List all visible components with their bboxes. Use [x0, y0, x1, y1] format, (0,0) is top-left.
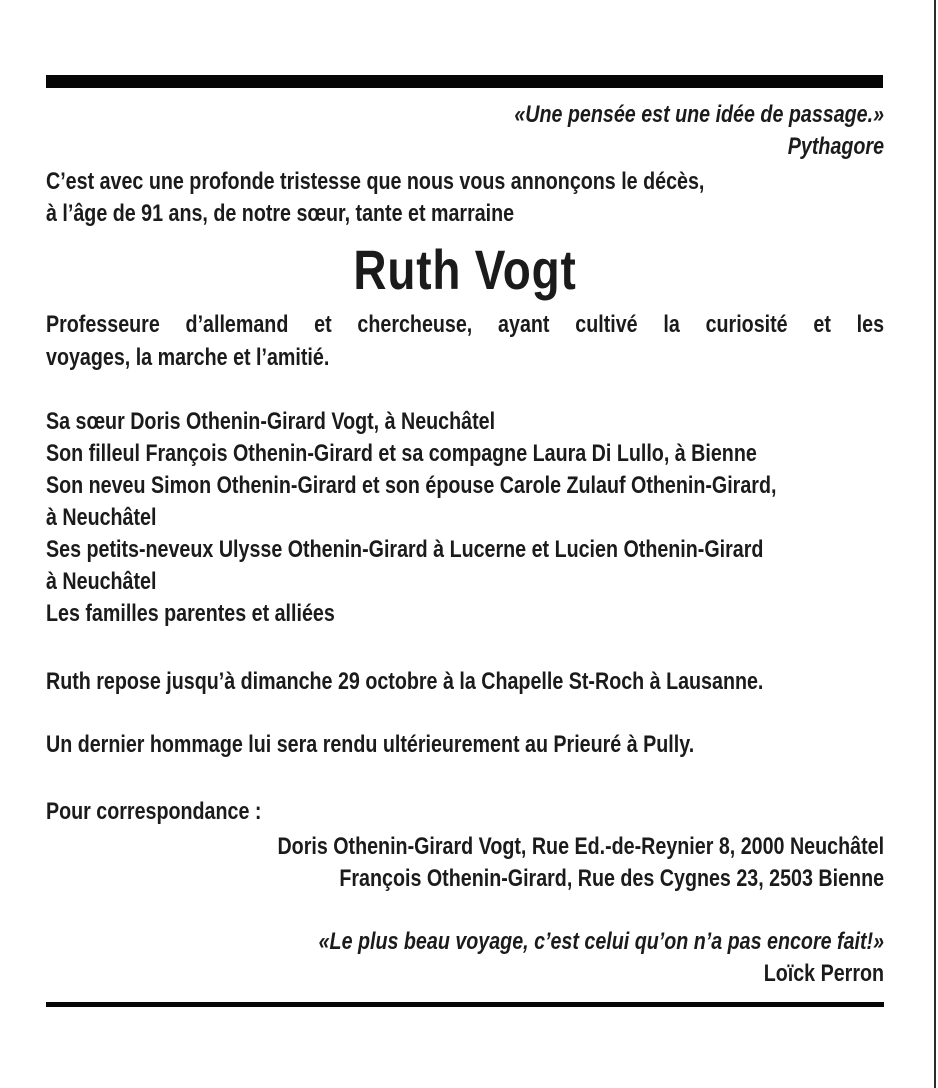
closing-quote-author: Loïck Perron	[763, 960, 885, 987]
family-line: à Neuchâtel	[46, 504, 157, 531]
correspondence-address: Doris Othenin-Girard Vogt, Rue Ed.-de-Reynier 8, 2000 Neuchâtel	[277, 833, 885, 860]
family-line: Les familles parentes et alliées	[46, 600, 335, 627]
scan-edge-line	[934, 0, 936, 1088]
deceased-name-title: Ruth Vogt	[353, 238, 577, 301]
family-line: Son filleul François Othenin-Girard et sa compagne Laura Di Lullo, à Bienne	[46, 440, 757, 467]
family-line: Ses petits-neveux Ulysse Othenin-Girard à Lucerne et Lucien Othenin-Girard	[46, 536, 764, 563]
intro-line: à l’âge de 91 ans, de notre sœur, tante et marraine	[46, 200, 515, 227]
top-rule-bar	[46, 75, 883, 88]
repose-info: Ruth repose jusqu’à dimanche 29 octobre à la Chapelle St-Roch à Lausanne.	[46, 668, 764, 695]
closing-quote-section	[46, 926, 884, 990]
family-line: à Neuchâtel	[46, 568, 157, 595]
correspondence-label: Pour correspondance :	[46, 798, 262, 825]
bottom-rule-bar	[46, 1002, 884, 1007]
intro-section	[46, 166, 884, 230]
correspondence-addresses	[46, 831, 884, 895]
opening-quote-section	[46, 99, 884, 163]
tribute-section	[46, 308, 884, 374]
family-line: Son neveu Simon Othenin-Girard et son épouse Carole Zulauf Othenin-Girard,	[46, 472, 777, 499]
tribute-line: Professeure d’allemand et chercheuse, ayant cultivé la curiosité et les	[46, 311, 885, 338]
intro-line: C’est avec une profonde tristesse que nous vous annonçons le décès,	[46, 168, 705, 195]
opening-quote-text: «Une pensée est une idée de passage.»	[514, 101, 885, 128]
hommage-info: Un dernier hommage lui sera rendu ultérieurement au Prieuré à Pully.	[46, 731, 695, 758]
opening-quote-author: Pythagore	[787, 133, 885, 160]
tribute-line: voyages, la marche et l’amitié.	[46, 344, 330, 371]
family-line: Sa sœur Doris Othenin-Girard Vogt, à Neuchâtel	[46, 408, 496, 435]
closing-quote-text: «Le plus beau voyage, c’est celui qu’on n’a pas encore fait!»	[318, 928, 885, 955]
correspondence-address: François Othenin-Girard, Rue des Cygnes 23, 2503 Bienne	[339, 865, 885, 892]
family-list-section	[46, 406, 884, 630]
